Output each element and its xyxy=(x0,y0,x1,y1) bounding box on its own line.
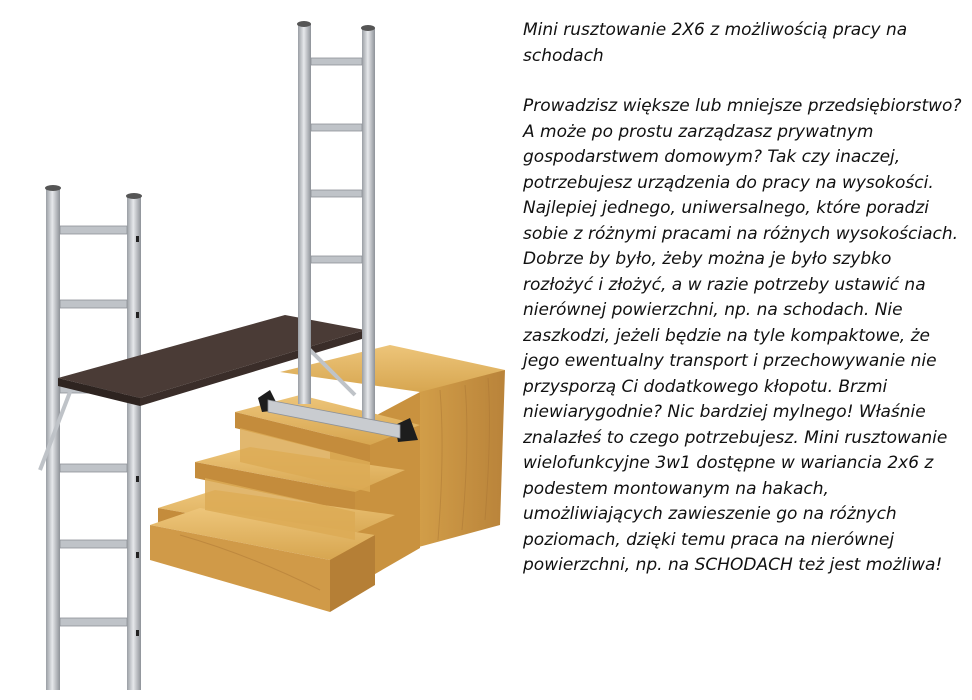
product-description xyxy=(523,18,963,579)
product-body-text: Prowadzisz większe lub mniejsze przedsiębiorstwo? A może po prostu zarządzasz prywatnym gospodarstwem domowym? Tak czy inaczej, potrzebujesz urządzenia do pracy na wysokości. Najlepiej jednego, uniwersalnego, które poradzi sobie z różnymi pracami na różnych wysokościach. Dobrze by było, żeby można je było szybko rozłożyć i złożyć, a w razie potrzeby ustawić na nierównej powierzchni, np. na schodach. Nie zaszkodzi, jeżeli będzie na tyle kompaktowe, że jego ewentualny transport i przechowywanie nie przysporzą Ci dodatkowego kłopotu. Brzmi niewiarygodnie? Nic bardziej mylnego! Właśnie znalazłeś to czego potrzebujesz. Mini rusztowanie wielofunkcyjne 3w1 dostępne w wariancia 2x6 z podestem montowanym na hakach, umożliwiających zawieszenie go na różnych poziomach, dzięki temu praca na nierównej powierzchni, np. na SCHODACH też jest możliwa! xyxy=(523,96,962,575)
product-title: Mini rusztowanie 2X6 z możliwością pracy na schodach xyxy=(523,20,908,66)
left-ladder-frame xyxy=(45,185,142,690)
